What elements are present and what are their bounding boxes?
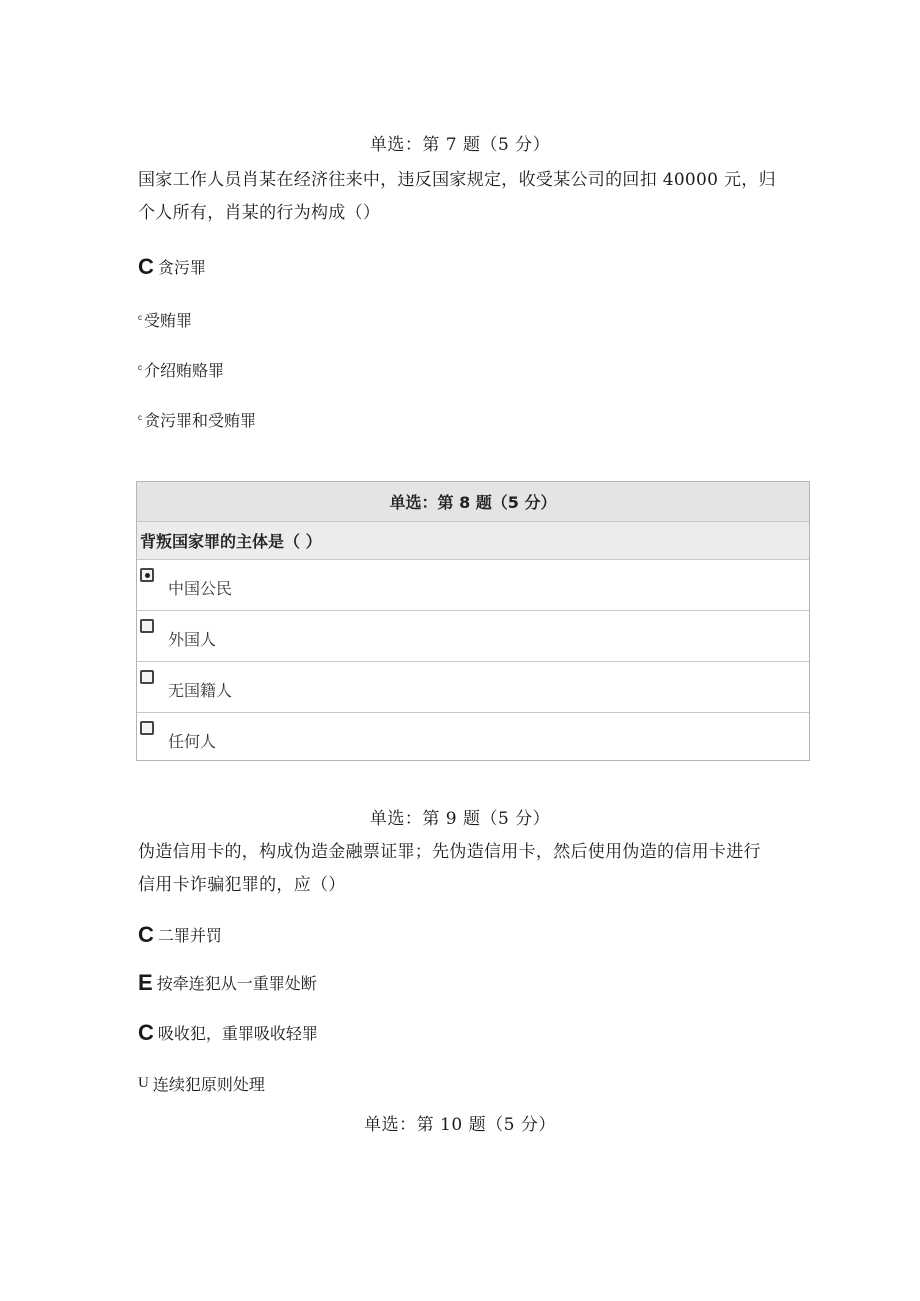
q8-title: 单选：第 8 题（5 分） [137,482,809,522]
q8-option-b-label: 外国人 [168,629,217,649]
q9-option-b[interactable] [138,971,317,994]
q7-option-c-marker: c [138,363,142,372]
q9-option-d-marker: U [138,1075,149,1091]
q7-option-a-label: 贪污罪 [157,258,206,277]
q10-title: 单选：第 10 题（5 分） [364,1115,556,1135]
q8-option-d-label: 任何人 [168,731,217,751]
q9-text-line2: 信用卡诈骗犯罪的，应（） [138,875,346,895]
q9-option-d[interactable] [138,1072,265,1095]
q9-option-d-label: 连续犯原则处理 [152,1075,265,1094]
q7-option-c[interactable] [138,358,224,381]
q7-text-line2: 个人所有，肖某的行为构成（） [138,203,381,223]
radio-icon[interactable] [140,619,154,633]
q9-text-line1: 伪造信用卡的，构成伪造金融票证罪；先伪造信用卡，然后使用伪造的信用卡进行 [138,842,761,862]
q8-option-a[interactable] [137,560,809,611]
q8-option-d[interactable] [137,713,809,763]
q9-option-c-label: 吸收犯，重罪吸收轻罪 [157,1024,318,1043]
q9-option-a-label: 二罪并罚 [157,926,222,945]
q8-box [136,481,810,761]
q8-question: 背叛国家罪的主体是（ ） [137,522,809,560]
q7-option-b[interactable] [138,308,192,331]
q7-option-d-label: 贪污罪和受贿罪 [144,411,257,430]
q8-option-c-label: 无国籍人 [168,680,233,700]
q7-option-d-marker: c [138,413,142,422]
radio-icon[interactable] [140,721,154,735]
q8-option-c[interactable] [137,662,809,713]
q7-option-c-label: 介绍贿赂罪 [144,361,225,380]
q9-option-b-label: 按牵连犯从一重罪处断 [156,974,317,993]
q9-option-b-marker: E [138,969,153,995]
q9-option-c-marker: C [138,1019,154,1045]
q7-option-b-label: 受贿罪 [144,311,193,330]
q7-option-d[interactable] [138,408,256,431]
q9-text [138,836,818,902]
q7-text-line1: 国家工作人员肖某在经济往来中，违反国家规定，收受某公司的回扣 40000 元，归 [138,170,776,190]
q9-option-a-marker: C [138,921,154,947]
q7-option-a-marker: C [138,253,154,279]
q9-title: 单选：第 9 题（5 分） [369,809,551,829]
radio-selected-icon[interactable] [140,568,154,582]
q7-text [138,164,818,230]
q7-option-a[interactable] [138,255,206,278]
radio-icon[interactable] [140,670,154,684]
q9-option-a[interactable] [138,923,222,946]
q9-option-c[interactable] [138,1021,318,1044]
q8-option-a-label: 中国公民 [168,578,233,598]
q8-option-b[interactable] [137,611,809,662]
q7-option-b-marker: c [138,313,142,322]
q7-title: 单选：第 7 题（5 分） [369,135,551,155]
